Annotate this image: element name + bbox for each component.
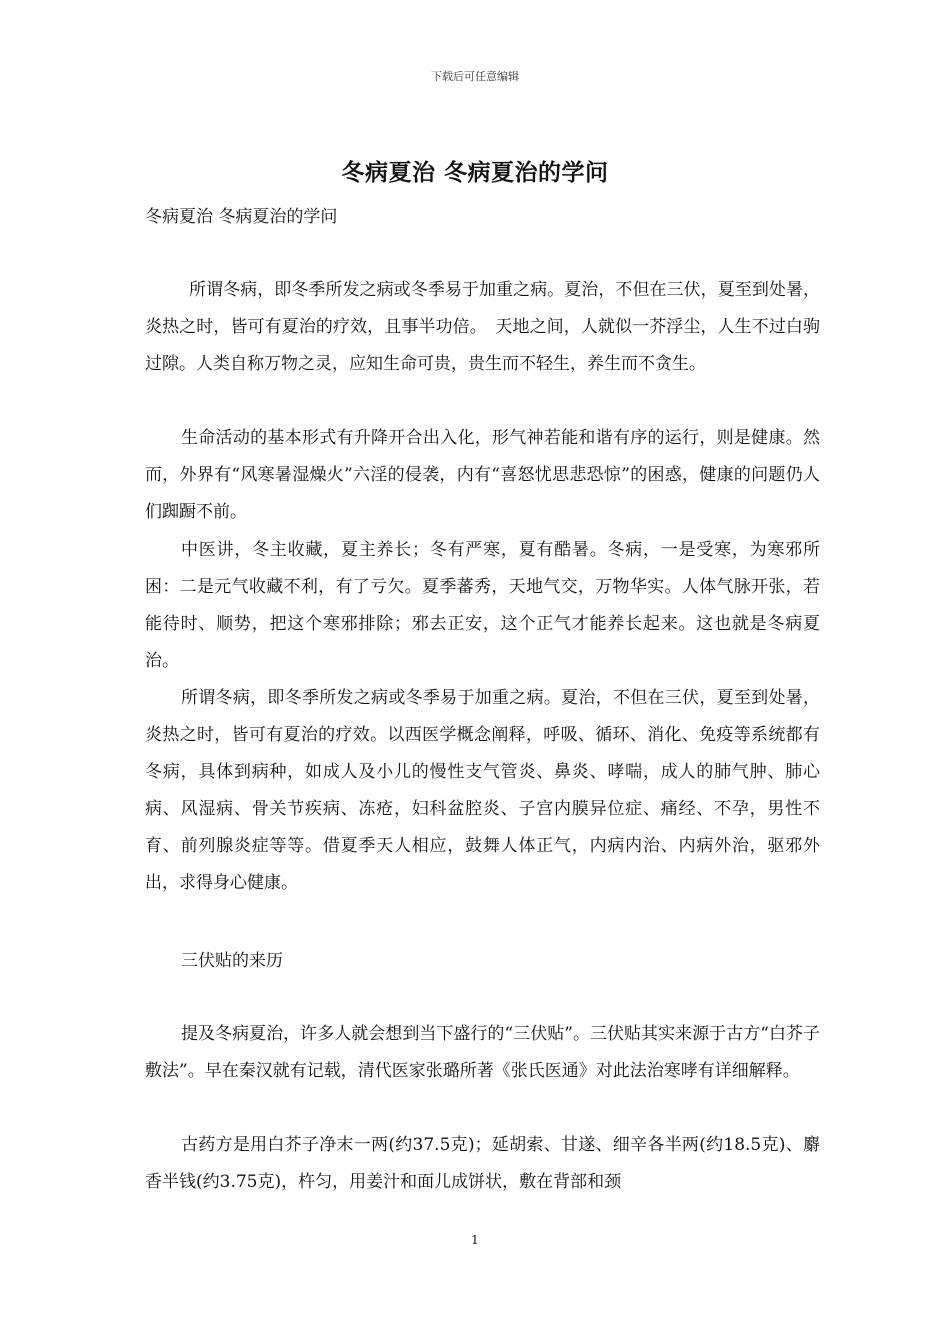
paragraph-1: 所谓冬病，即冬季所发之病或冬季易于加重之病。夏治，不但在三伏，夏至到处暑，炎热之时，皆可有夏治的疗效，且事半功倍。 天地之间，人就似一芥浮尘，人生不过白驹过隙。人类自称万物之灵，应知生命可贵，贵生而不轻生，养生而不贪生。 (145, 280, 820, 374)
paragraph-4: 所谓冬病，即冬季所发之病或冬季易于加重之病。夏治，不但在三伏，夏至到处暑，炎热之时，皆可有夏治的疗效。以西医学概念阐释，呼吸、循环、消化、免疫等系统都有冬病，具体到病种，如成人及小儿的慢性支气管炎、鼻炎、哮喘，成人的肺气肿、肺心病、风湿病、骨关节疾病、冻疮，妇科盆腔炎、子宫内膜异位症、痛经、不孕，男性不育、前列腺炎症等等。借夏季天人相应，鼓舞人体正气，内病内治、内病外治，驱邪外出，求得身心健康。 (145, 688, 820, 893)
section-paragraph-2: 古药方是用白芥子净末一两(约37.5克)；延胡索、甘遂、细辛各半两(约18.5克)、麝香半钱(约3.75克)，杵匀，用姜汁和面儿成饼状，敷在背部和颈 (145, 1135, 820, 1192)
section-paragraph-1: 提及冬病夏治，许多人就会想到当下盛行的“三伏贴”。三伏贴其实来源于古方“白芥子敷法”。早在秦汉就有记载，清代医家张璐所著《张氏医通》对此法治寒哮有详细解释。 (145, 1024, 820, 1081)
document-title: 冬病夏治 冬病夏治的学问 (341, 159, 609, 186)
section-heading: 三伏贴的来历 (181, 951, 283, 971)
paragraph-3: 中医讲，冬主收藏，夏主养长；冬有严寒，夏有酷暑。冬病，一是受寒，为寒邪所困：二是元气收藏不利，有了亏欠。夏季蕃秀，天地气交，万物华实。人体气脉开张，若能待时、顺势，把这个寒邪排除；邪去正安，这个正气才能养长起来。这也就是冬病夏治。 (145, 540, 820, 671)
document-subtitle: 冬病夏治 冬病夏治的学问 (145, 207, 338, 227)
header-note: 下载后可任意编辑 (431, 70, 519, 83)
paragraph-2: 生命活动的基本形式有升降开合出入化，形气神若能和谐有序的运行，则是健康。然而，外界有“风寒暑湿燥火”六淫的侵袭，内有“喜怒忧思悲恐惊”的困惑，健康的问题仍人们踟蹰不前。 (145, 428, 820, 522)
page-number: 1 (471, 1233, 479, 1247)
